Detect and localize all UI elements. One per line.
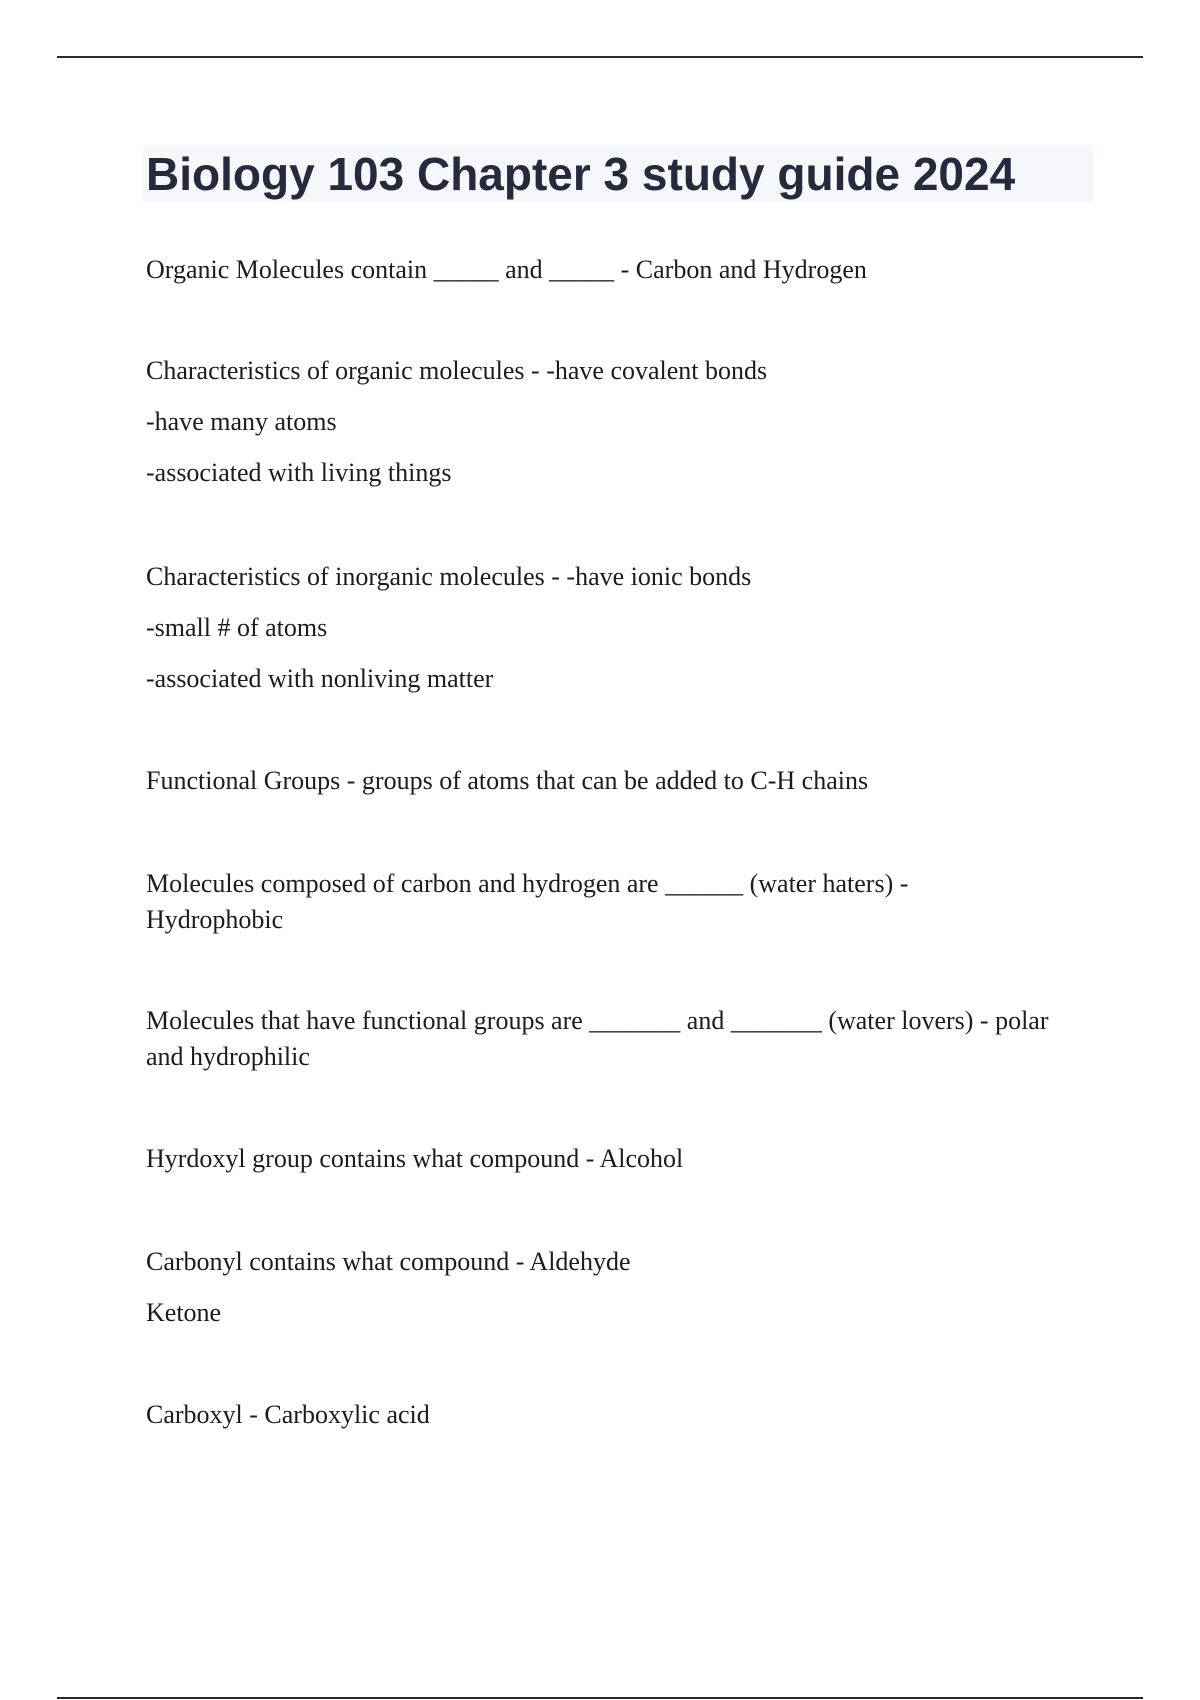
entry-carbonyl <box>146 1244 1086 1331</box>
entry-line: Molecules that have functional groups are _______ and _______ (water lovers) - polar and hydrophilic <box>146 1006 1049 1071</box>
entry-line: -small # of atoms <box>146 613 328 642</box>
entry-carboxyl <box>146 1397 1086 1433</box>
entry-line: Carboxyl - Carboxylic acid <box>146 1400 430 1429</box>
entry-line: Carbonyl contains what compound - Aldehyde <box>146 1247 631 1276</box>
entry-hydroxyl <box>146 1141 1086 1177</box>
entry-line: Functional Groups - groups of atoms that can be added to C-H chains <box>146 766 869 795</box>
entry-line: -have many atoms <box>146 407 337 436</box>
page-title: Biology 103 Chapter 3 study guide 2024 <box>146 148 1016 200</box>
entry-organic-characteristics <box>146 353 1086 491</box>
entry-hydrophobic <box>146 866 1086 938</box>
entry-line: -associated with nonliving matter <box>146 664 494 693</box>
entry-line: Characteristics of inorganic molecules - -have ionic bonds <box>146 562 752 591</box>
entry-line: Hyrdoxyl group contains what compound - Alcohol <box>146 1144 684 1173</box>
entry-line: Molecules composed of carbon and hydrogen are ______ (water haters) - Hydrophobic <box>146 869 909 934</box>
entry-line: -associated with living things <box>146 458 452 487</box>
entry-inorganic-characteristics <box>146 559 1086 697</box>
entry-organic-molecules <box>146 252 1086 288</box>
page-top-rule <box>57 56 1143 58</box>
entry-hydrophilic <box>146 1003 1086 1075</box>
entry-line: Characteristics of organic molecules - -have covalent bonds <box>146 356 768 385</box>
entry-line: Ketone <box>146 1298 222 1327</box>
entry-functional-groups <box>146 763 1086 799</box>
page-bottom-rule <box>57 1697 1143 1699</box>
entry-line: Organic Molecules contain _____ and _____ - Carbon and Hydrogen <box>146 255 867 284</box>
